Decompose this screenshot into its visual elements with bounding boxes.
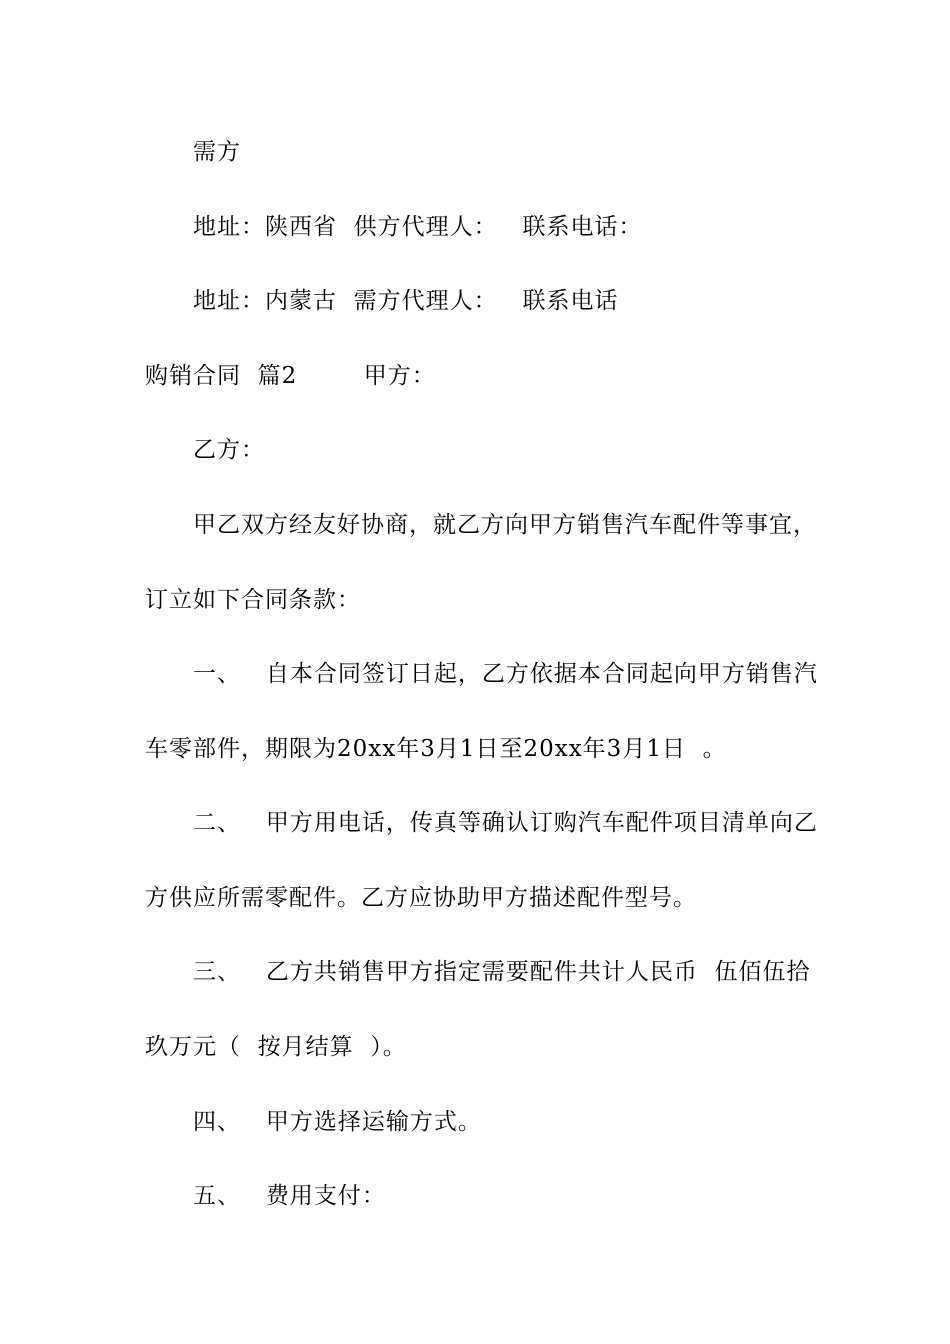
supplier-address-line: 地址：陕西省 供方代理人： 联系电话： xyxy=(193,214,643,240)
clause-2-line-2: 方供应所需零配件。乙方应协助甲方描述配件型号。 xyxy=(145,885,697,911)
clause-3-line-2: 玖万元（ 按月结算 ）。 xyxy=(145,1034,407,1060)
demander-address-line: 地址：内蒙古 需方代理人： 联系电话 xyxy=(193,288,619,314)
clause-1-line-1: 一、 自本合同签订日起，乙方依据本合同起向甲方销售汽 xyxy=(193,661,818,687)
clause-4-line: 四、 甲方选择运输方式。 xyxy=(193,1109,482,1135)
clause-2-line-1: 二、 甲方用电话，传真等确认订购汽车配件项目清单向乙 xyxy=(193,810,818,836)
intro-paragraph-line-1: 甲乙双方经友好协商，就乙方向甲方销售汽车配件等事宜， xyxy=(193,512,817,538)
party-b-label: 乙方： xyxy=(193,437,265,463)
clause-3-line-1: 三、 乙方共销售甲方指定需要配件共计人民币 伍佰伍拾 xyxy=(193,959,811,985)
clause-5-line: 五、 费用支付： xyxy=(193,1183,386,1209)
demander-label: 需方 xyxy=(193,139,241,165)
intro-paragraph-line-2: 订立如下合同条款： xyxy=(145,587,361,613)
contract-heading-line: 购销合同 篇2 甲方： xyxy=(145,363,436,389)
clause-1-line-2: 车零部件，期限为20xx年3月1日至20xx年3月1日 。 xyxy=(145,736,727,762)
